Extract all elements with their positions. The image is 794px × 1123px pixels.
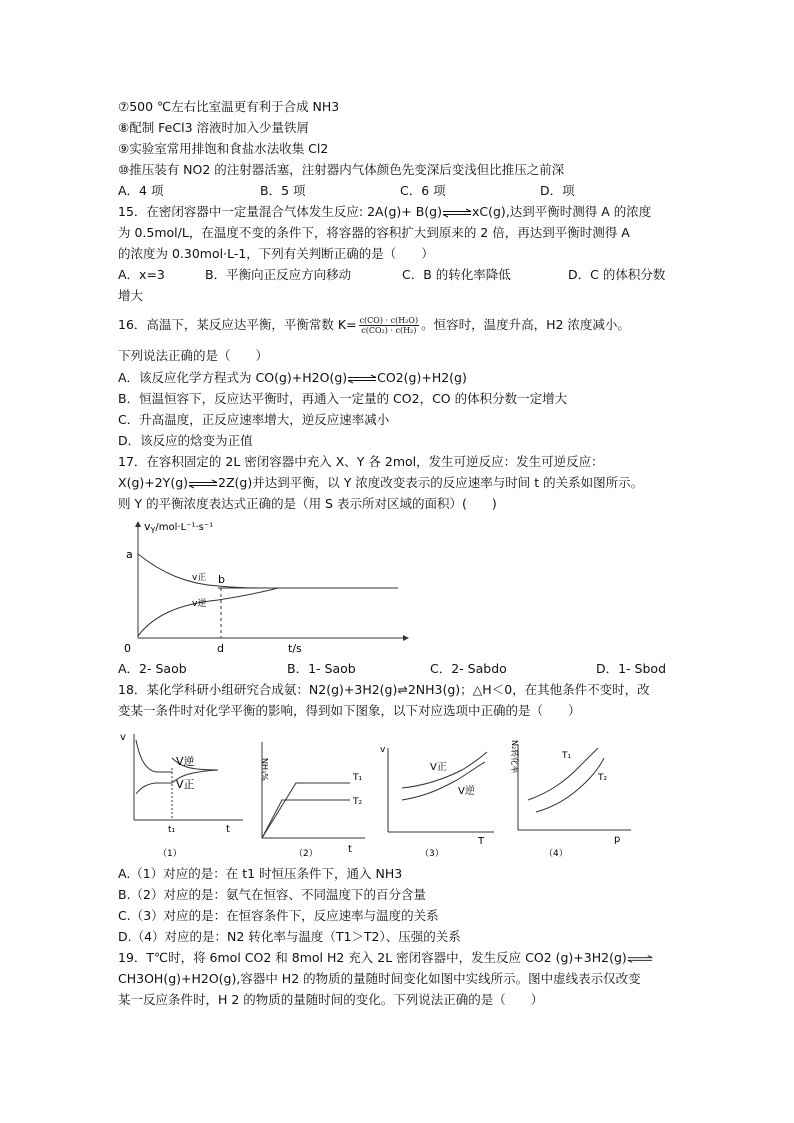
equilibrium-arrow-icon [347,375,377,383]
q19-stem-line3: 某一反应条件时，H 2 的物质的量随时间的变化。下列说法正确的是（ ） [118,992,544,1007]
equilibrium-arrow-icon [188,480,218,488]
statement-9: ⑨实验室常用排饱和食盐水法收集 Cl2 [118,141,329,156]
q17-option-c[interactable]: C．2- Sabdo [430,661,507,676]
q17-stem-part2: 2Z(g)并达到平衡，以 Y 浓度改变表示的反应速率与时间 t 的关系如图所示。 [218,475,644,490]
q18-option-a[interactable]: A.（1）对应的是：在 t1 时恒压条件下，通入 NH3 [118,866,403,881]
graph2-T1-label: T₁ [353,773,363,783]
q15-stem-part2: xC(g),达到平衡时测得 A 的浓度 [472,204,652,219]
q15-option-c[interactable]: C．B 的转化率降低 [402,267,511,282]
statement-8: ⑧配制 FeCl3 溶液时加入少量铁屑 [118,120,310,135]
fraction-denominator: c(CO₂) · c(H₂) [361,326,417,335]
q17-stem-line1: 17．在容积固定的 2L 密闭容器中充入 X、Y 各 2mol，发生可逆反应：发生可逆反应： [118,454,604,469]
graph2-T1-line [262,783,350,838]
q18-stem-line2: 变某一条件时对化学平衡的影响，得到如下图象，以下对应选项中正确的是（ ） [118,703,581,718]
q15-option-b[interactable]: B．平衡向正反应方向移动 [205,267,352,282]
point-a-label: a [126,548,133,561]
graph1-v-fwd-label: V正 [176,778,195,791]
y-axis-label: $v_Y/mol\cdot L^{-1}\cdot s^{-1}$ [144,520,214,535]
q17-stem-line2 [118,475,643,491]
graph1-v-rev-label: V逆 [176,755,195,768]
q17-option-d[interactable]: D．1- Sbod [596,661,667,676]
q16-option-a-part2: CO2(g)+H2(g) [377,370,467,385]
q16-option-b[interactable]: B．恒温恒容下，反应达平衡时，再通入一定量的 CO2，CO 的体积分数一定增大 [118,391,568,406]
q14-option-a[interactable]: A．4 项 [118,183,164,198]
q16-option-d[interactable]: D．该反应的焓变为正值 [118,433,253,448]
equilibrium-arrow-icon [627,955,653,963]
forward-rate-curve [138,554,278,588]
graph3-y-label: v [380,745,386,755]
q16-option-a[interactable] [118,370,467,386]
q18-option-d[interactable]: D.（4）对应的是：N2 转化率与温度（T1＞T2）、压强的关系 [118,929,461,944]
q19-stem-line1 [118,950,653,966]
q16-stem-line2: 下列说法正确的是（ ） [118,348,269,363]
graph3-v-fwd-label: V正 [430,762,447,773]
graph4-T1-label: T₁ [562,751,572,761]
graph1-caption: （1） [158,849,182,859]
q16-stem-line1 [118,316,630,335]
graph3-caption: （3） [420,849,444,859]
q18-option-c[interactable]: C.（3）对应的是：在恒容条件下，反应速率与温度的关系 [118,908,439,923]
point-d-label: d [217,642,224,655]
graph-4-conversion-pressure [506,738,636,860]
q19-stem-part1: 19．T℃时，将 6mol CO2 和 8mol H2 充入 2L 密闭容器中，发生反应 CO2 (g)+3H2(g) [118,950,627,965]
q17-stem-line3: 则 Y 的平衡浓度表达式正确的是（用 S 表示所对区域的面积）( ) [118,496,497,511]
graph1-y-label: v [120,732,126,743]
q16-option-c[interactable]: C．升高温度，正反应速率增大，逆反应速率减小 [118,412,390,427]
graph1-x-label: t [226,824,230,835]
q17-option-a[interactable]: A．2- Saob [118,661,187,676]
rate-time-graph [118,516,418,658]
fraction-numerator: c(CO) · c(H₂O) [359,316,419,325]
graph4-x-label: p [614,834,621,845]
q18-option-b[interactable]: B.（2）对应的是：氨气在恒容、不同温度下的百分含量 [118,887,427,902]
graph2-x-label: t [348,844,352,855]
q16-option-a-part1: A．该反应化学方程式为 CO(g)+H2O(g) [118,370,348,385]
graph2-caption: （2） [294,849,318,859]
q15-stem-line1 [118,204,651,220]
graph-2-percent-time [250,728,375,860]
graph1-fwd-before [136,783,172,794]
v-reverse-label: v逆 [192,599,207,609]
graph2-T2-line [262,800,350,838]
graph3-x-label: T [478,836,485,847]
q16-stem-part1: 16．高温下，某反应达平衡，平衡常数 K= [118,317,357,332]
q17-stem-part1: X(g)+2Y(g) [118,475,189,490]
q18-stem-line1: 18．某化学科研小组研究合成氨：N2(g)+3H2(g)⇌2NH3(g)；△H＜0，在其他条件不变时，改 [118,682,650,697]
q15-stem-line3: 的浓度为 0.30mol·L-1，下列有关判断正确的是（ ） [118,246,434,261]
graph4-y-label: N₂转化率 [510,740,519,774]
statement-10: ⑩推压装有 NO2 的注射器活塞，注射器内气体颜色先变深后变浅但比推压之前深 [118,162,565,177]
equilibrium-arrow-icon [442,209,472,217]
graph4-T2-label: T₂ [598,773,608,783]
graph2-y-label: NH₃% [260,758,269,781]
v-forward-label: v正 [192,573,207,583]
graph-1-rate-time [118,728,248,860]
q19-stem-line2: CH3OH(g)+H2O(g),容器中 H2 的物质的量随时间变化如图中实线所示。图中虚线表示仅改变 [118,971,641,986]
q15-stem-line2: 为 0.5mol/L，在温度不变的条件下，将容器的容积扩大到原来的 2 倍，再达到平衡时测得 A [118,225,630,240]
q15-stem-part1: 15．在密闭容器中一定量混合气体发生反应: 2A(g)+ B(g) [118,204,442,219]
origin-label: 0 [124,642,131,655]
x-axis-label: t/s [288,642,302,655]
q14-option-d[interactable]: D．项 [540,183,575,198]
point-b-label: b [218,573,225,586]
graph-3-rate-temperature [382,740,500,860]
q15-option-a[interactable]: A．x=3 [118,267,165,282]
q16-stem-part2: 。恒容时，温度升高，H2 浓度减小。 [421,317,630,332]
graph3-v-rev-label: V逆 [458,786,475,797]
reverse-rate-curve [138,588,278,636]
graph2-T2-label: T₂ [353,797,363,807]
q15-option-d-cont: 增大 [118,288,144,303]
equilibrium-constant-fraction [359,316,420,335]
graph1-t1-label: t₁ [168,825,176,835]
q17-option-b[interactable]: B．1- Saob [287,661,356,676]
statement-7: ⑦500 ℃左右比室温更有利于合成 NH3 [118,99,340,114]
graph4-T2-curve [536,758,604,812]
q15-option-d[interactable]: D．C 的体积分数 [568,267,666,282]
graph4-caption: （4） [544,849,568,859]
q14-option-b[interactable]: B．5 项 [260,183,306,198]
graph1-rev-before [136,740,172,772]
q14-option-c[interactable]: C．6 项 [400,183,446,198]
